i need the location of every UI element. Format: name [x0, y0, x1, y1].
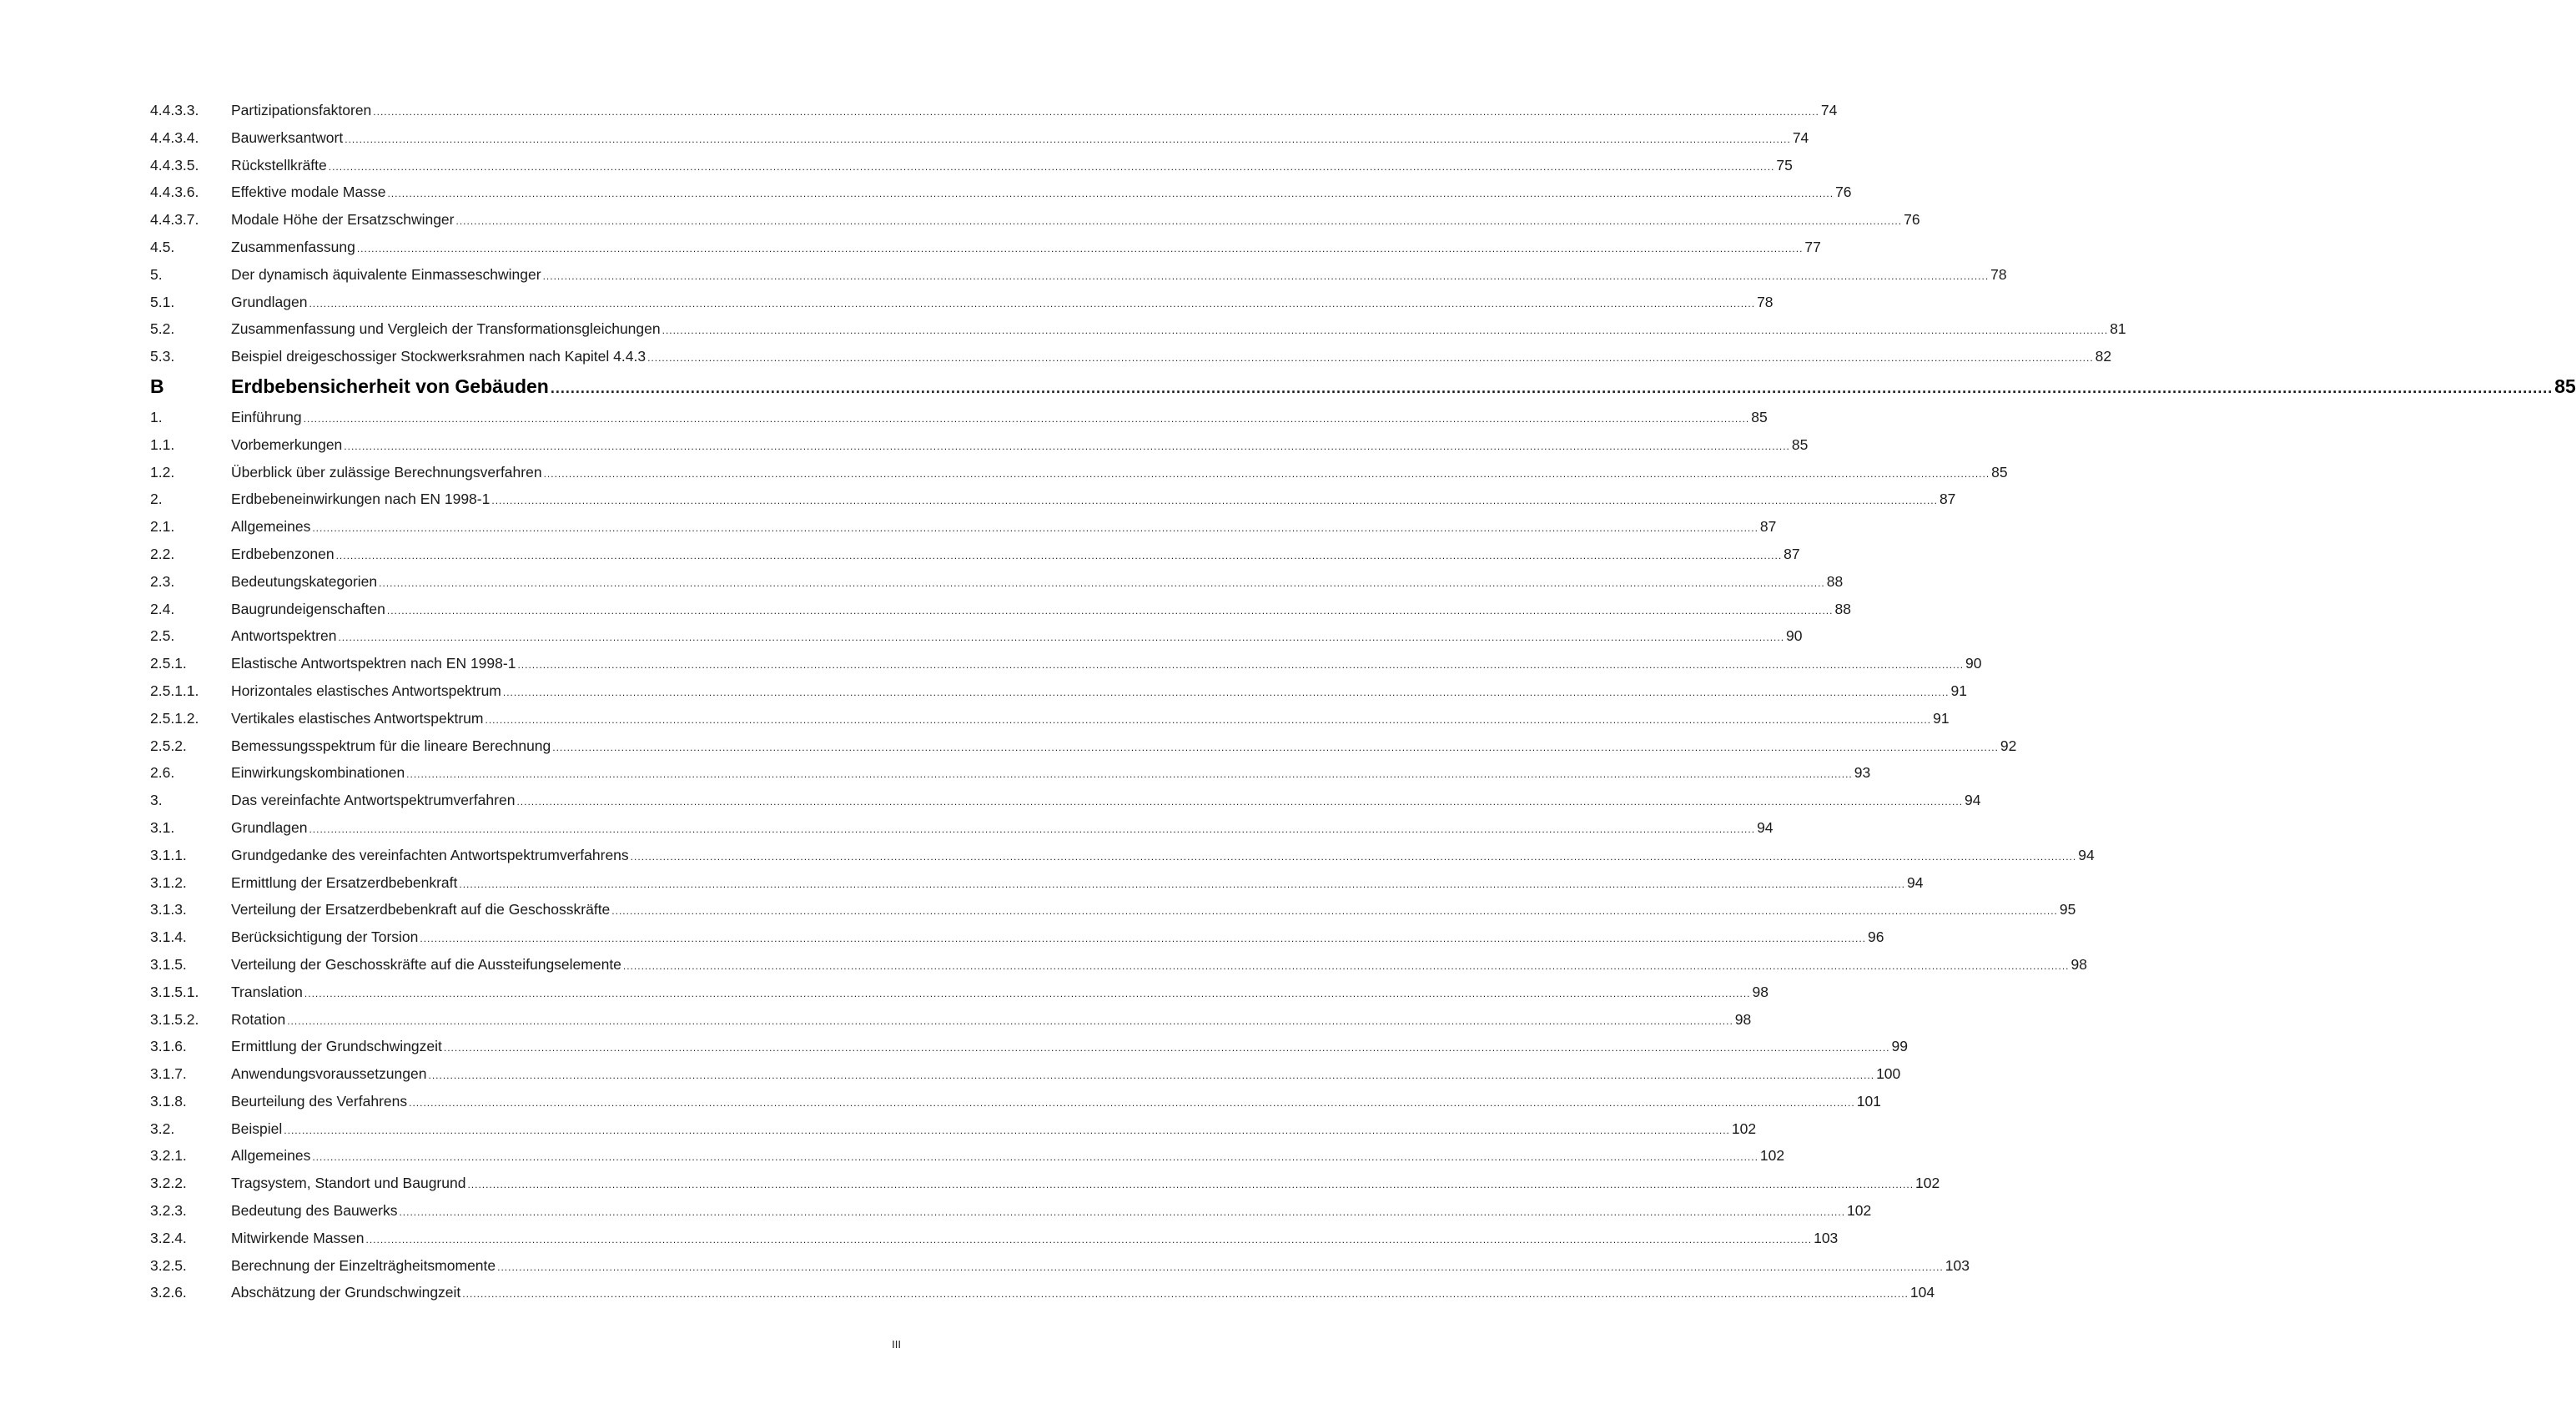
dot-leader: ................................................................................................................................................................................................................................................................................................................................................................................................................: [379, 576, 1825, 589]
dot-leader: ................................................................................................................................................................................................................................................................................................................................................................................................................: [485, 713, 1932, 726]
toc-entry-title: Erdbebenzonen: [231, 545, 335, 562]
toc-entry-page: 76: [1835, 184, 1852, 201]
toc-entry-number: 3.1.5.1.: [150, 983, 199, 1000]
toc-entry-title-line: [231, 1092, 1881, 1110]
toc-entry-title: Grundgedanke des vereinfachten Antwortspektrumverfahrens: [231, 846, 629, 863]
toc-entry-title-line: [231, 265, 2007, 284]
toc-entry-page: 100: [1876, 1065, 1901, 1083]
page-number: III: [892, 1338, 901, 1351]
dot-leader: ................................................................................................................................................................................................................................................................................................................................................................................................................: [502, 686, 1950, 698]
toc-entry[interactable]: [150, 348, 2112, 375]
toc-entry-title-line: [231, 348, 2112, 365]
toc-entry-title-line: [231, 600, 1851, 618]
toc-entry-page: 102: [1915, 1175, 1940, 1192]
toc-entry-page: 90: [1786, 627, 1803, 645]
dot-leader: ................................................................................................................................................................................................................................................................................................................................................................................................................: [497, 1261, 1944, 1273]
toc-entry-title-line: [231, 627, 1803, 645]
toc-entry-number: 2.5.1.1.: [150, 682, 199, 699]
toc-entry-page: 102: [1759, 1147, 1785, 1165]
toc-entry-number: 4.4.3.7.: [150, 211, 199, 229]
toc-entry[interactable]: [150, 737, 2017, 765]
toc-entry[interactable]: [150, 518, 1777, 546]
toc-entry-number: 3.2.3.: [150, 1202, 187, 1220]
toc-entry[interactable]: [150, 408, 1768, 436]
toc-entry-title-line: [231, 846, 2095, 864]
toc-entry-page: 98: [1734, 1010, 1752, 1028]
toc-entry-title-line: [231, 1256, 1970, 1275]
toc-entry-title: Bedeutung des Bauwerks: [231, 1202, 398, 1220]
dot-leader: ................................................................................................................................................................................................................................................................................................................................................................................................................: [622, 959, 2070, 972]
dot-leader: ................................................................................................................................................................................................................................................................................................................................................................................................................: [373, 106, 1819, 118]
toc-entry[interactable]: [150, 156, 1793, 184]
toc-entry-number: 2.2.: [150, 545, 175, 562]
toc-entry-number: 3.1.6.: [150, 1038, 187, 1055]
toc-entry[interactable]: [150, 600, 1851, 628]
toc-entry-number: 3.2.4.: [150, 1229, 187, 1246]
toc-entry-page: 74: [1792, 128, 1809, 146]
toc-entry-title-line: [231, 128, 1809, 147]
toc-entry-title-line: [231, 211, 1920, 229]
toc-entry-title: Überblick über zulässige Berechnungsverfahren: [231, 463, 542, 481]
toc-entry-number: 1.1.: [150, 435, 175, 453]
dot-leader: ................................................................................................................................................................................................................................................................................................................................................................................................................: [335, 549, 1783, 561]
toc-entry-number: 5.3.: [150, 348, 175, 365]
toc-entry-title-line: [231, 463, 2008, 481]
dot-leader: ................................................................................................................................................................................................................................................................................................................................................................................................................: [406, 768, 1853, 781]
toc-entry[interactable]: [150, 1120, 1757, 1148]
dot-leader: ................................................................................................................................................................................................................................................................................................................................................................................................................: [304, 987, 1751, 999]
toc-entry-number: 5.: [150, 265, 163, 283]
toc-entry-page: 94: [1757, 818, 1774, 836]
dot-leader: ................................................................................................................................................................................................................................................................................................................................................................................................................: [462, 1288, 1909, 1301]
toc-entry-page: 98: [2070, 955, 2087, 973]
toc-entry-page: 77: [1804, 238, 1821, 255]
toc-entry-page: 98: [1752, 983, 1768, 1000]
toc-entry-page: 91: [1933, 709, 1950, 727]
toc-entry-number: 3.2.2.: [150, 1175, 187, 1192]
toc-entry-number: 4.4.3.3.: [150, 102, 199, 118]
toc-entry[interactable]: [150, 320, 2126, 348]
toc-entry-page: 87: [1784, 545, 1800, 562]
toc-entry-title-line: [231, 764, 1871, 782]
toc-entry-title-line: [231, 655, 1982, 672]
dot-leader: ................................................................................................................................................................................................................................................................................................................................................................................................................: [312, 522, 1758, 535]
toc-entry-title: Verteilung der Geschosskräfte auf die Aussteifungselemente: [231, 955, 621, 973]
toc-entry-number: 3.1.4.: [150, 928, 187, 946]
table-of-contents: [150, 102, 2576, 1311]
toc-entry-number: 5.1.: [150, 293, 175, 310]
toc-entry-page: 88: [1834, 600, 1851, 617]
toc-entry-page: 94: [1965, 792, 1981, 809]
toc-entry[interactable]: [150, 1229, 1839, 1257]
toc-entry-title: Allgemeines: [231, 1147, 311, 1165]
toc-entry-page: 92: [2000, 737, 2017, 754]
toc-entry-title-line: [231, 156, 1793, 174]
toc-entry-title-line: [231, 408, 1768, 426]
toc-entry-title-line: [231, 1202, 1872, 1220]
dot-leader: ................................................................................................................................................................................................................................................................................................................................................................................................................: [345, 133, 1791, 145]
toc-entry-page: 88: [1826, 572, 1844, 590]
dot-leader: ................................................................................................................................................................................................................................................................................................................................................................................................................: [428, 1069, 1875, 1082]
toc-entry-page: 78: [1990, 265, 2007, 283]
dot-leader: ................................................................................................................................................................................................................................................................................................................................................................................................................: [284, 1124, 1730, 1136]
toc-entry[interactable]: [150, 792, 1981, 819]
toc-entry-title-line: [231, 320, 2126, 338]
dot-leader: ................................................................................................................................................................................................................................................................................................................................................................................................................: [630, 850, 2077, 863]
dot-leader: ................................................................................................................................................................................................................................................................................................................................................................................................................: [662, 325, 2109, 337]
toc-entry[interactable]: [150, 435, 1809, 464]
dot-leader: ................................................................................................................................................................................................................................................................................................................................................................................................................: [516, 796, 1964, 808]
toc-entry-title-line: [231, 792, 1981, 809]
toc-entry-number: 1.: [150, 408, 163, 425]
toc-entry[interactable]: [150, 102, 1838, 129]
toc-entry-number: 3.1.7.: [150, 1065, 187, 1083]
toc-chapter-entry[interactable]: [150, 375, 2576, 409]
toc-entry-title: Erdbebeneinwirkungen nach EN 1998-1: [231, 491, 491, 508]
toc-entry[interactable]: [150, 463, 2008, 491]
toc-entry-title: Anwendungsvoraussetzungen: [231, 1065, 427, 1083]
toc-entry-title-line: [231, 1038, 1908, 1055]
toc-entry-title: Grundlagen: [231, 293, 308, 310]
toc-entry-page: 95: [2059, 901, 2076, 918]
toc-entry-number: 2.3.: [150, 572, 175, 590]
toc-entry-number: 3.1.2.: [150, 873, 187, 891]
toc-entry-title-line: [231, 928, 1884, 946]
toc-entry-title-line: [231, 1284, 1935, 1301]
toc-entry-title: Grundlagen: [231, 818, 308, 836]
toc-entry-title: Allgemeines: [231, 518, 311, 536]
toc-entry[interactable]: [150, 128, 1809, 157]
toc-entry-title: Zusammenfassung und Vergleich der Transformationsgleichungen: [231, 320, 661, 338]
toc-entry-title-line: [231, 737, 2017, 755]
toc-entry-title: Verteilung der Ersatzerdbebenkraft auf die Geschosskräfte: [231, 901, 611, 918]
toc-entry-number: 3.2.6.: [150, 1284, 187, 1301]
dot-leader: ................................................................................................................................................................................................................................................................................................................................................................................................................: [467, 1179, 1914, 1191]
toc-entry-page: 103: [1945, 1256, 1970, 1274]
toc-entry-number: 3.2.1.: [150, 1147, 187, 1165]
dot-leader: ................................................................................................................................................................................................................................................................................................................................................................................................................: [647, 352, 2094, 365]
toc-entry[interactable]: [150, 184, 1852, 211]
dot-leader: ................................................................................................................................................................................................................................................................................................................................................................................................................: [303, 412, 1750, 425]
toc-entry-title: Bauwerksantwort: [231, 128, 344, 146]
toc-entry-number: 4.4.3.4.: [150, 128, 199, 146]
toc-entry[interactable]: [150, 1202, 1872, 1230]
toc-entry-title: Abschätzung der Grundschwingzeit: [231, 1284, 461, 1301]
toc-entry[interactable]: [150, 818, 1774, 847]
dot-leader: ................................................................................................................................................................................................................................................................................................................................................................................................................: [399, 1206, 1846, 1219]
toc-entry-page: 85: [1991, 463, 2008, 481]
dot-leader: ................................................................................................................................................................................................................................................................................................................................................................................................................: [552, 741, 1999, 753]
toc-entry-title-line: [231, 682, 1967, 700]
toc-entry-number: 2.5.1.2.: [150, 709, 199, 727]
toc-entry[interactable]: [150, 265, 2007, 294]
toc-entry-title: Beispiel dreigeschossiger Stockwerksrahmen nach Kapitel 4.4.3: [231, 348, 647, 365]
toc-entry-number: 3.2.: [150, 1120, 175, 1137]
toc-entry-page: 85: [2554, 375, 2576, 397]
toc-entry-title: Elastische Antwortspektren nach EN 1998-1: [231, 655, 516, 672]
dot-leader: ................................................................................................................................................................................................................................................................................................................................................................................................................: [543, 467, 1990, 480]
toc-entry[interactable]: [150, 1284, 1935, 1311]
toc-entry-title: Berechnung der Einzelträgheitsmomente: [231, 1256, 496, 1274]
toc-entry-title-line: [231, 955, 2087, 974]
dot-leader: ................................................................................................................................................................................................................................................................................................................................................................................................................: [309, 823, 1756, 835]
toc-entry-number: 4.5.: [150, 238, 175, 255]
toc-entry[interactable]: [150, 1010, 1752, 1039]
toc-entry-number: 3.1.5.: [150, 955, 187, 973]
toc-entry-title-line: [231, 102, 1838, 119]
toc-entry-title: Berücksichtigung der Torsion: [231, 928, 419, 946]
toc-entry-title: Der dynamisch äquivalente Einmasseschwinger: [231, 265, 541, 283]
toc-entry[interactable]: [150, 572, 1844, 601]
toc-entry-page: 101: [1856, 1092, 1881, 1110]
toc-entry-page: 104: [1909, 1284, 1935, 1301]
toc-entry[interactable]: [150, 983, 1768, 1011]
dot-leader: ................................................................................................................................................................................................................................................................................................................................................................................................................: [409, 1096, 1855, 1109]
toc-entry[interactable]: [150, 682, 1967, 710]
toc-entry[interactable]: [150, 955, 2087, 984]
toc-entry-number: 3.1.3.: [150, 901, 187, 918]
toc-entry-title-line: [231, 1229, 1839, 1247]
dot-leader: ................................................................................................................................................................................................................................................................................................................................................................................................................: [328, 160, 1775, 173]
toc-entry-title: Horizontales elastisches Antwortspektrum: [231, 682, 501, 699]
toc-entry-title: Antwortspektren: [231, 627, 337, 645]
toc-entry-title-line: [231, 1120, 1757, 1138]
toc-entry-number: 3.1.: [150, 818, 175, 836]
toc-entry-page: 82: [2095, 348, 2112, 365]
toc-entry-title: Erdbebensicherheit von Gebäuden: [231, 375, 549, 397]
toc-entry-number: 2.5.2.: [150, 737, 187, 754]
dot-leader: ................................................................................................................................................................................................................................................................................................................................................................................................................: [517, 659, 1965, 672]
toc-entry[interactable]: [150, 873, 1924, 902]
toc-entry-page: 81: [2110, 320, 2126, 338]
toc-entry[interactable]: [150, 238, 1821, 266]
toc-entry-number: 2.5.1.: [150, 655, 187, 672]
toc-entry-title: Das vereinfachte Antwortspektrumverfahren: [231, 792, 516, 809]
toc-entry-title: Ermittlung der Ersatzerdbebenkraft: [231, 873, 458, 891]
toc-entry[interactable]: [150, 211, 1920, 239]
dot-leader: ................................................................................................................................................................................................................................................................................................................................................................................................................: [455, 215, 1903, 228]
dot-leader: ................................................................................................................................................................................................................................................................................................................................................................................................................: [459, 878, 1905, 890]
toc-entry[interactable]: [150, 293, 1774, 321]
toc-entry[interactable]: [150, 846, 2095, 874]
toc-entry-title: Partizipationsfaktoren: [231, 102, 372, 118]
toc-entry[interactable]: [150, 1175, 1940, 1202]
toc-entry[interactable]: [150, 928, 1884, 956]
toc-entry-title-line: [231, 545, 1800, 563]
toc-entry-title-line: [231, 518, 1777, 536]
toc-entry[interactable]: [150, 1147, 1785, 1175]
toc-entry-page: 93: [1854, 764, 1871, 782]
toc-entry-title: Vertikales elastisches Antwortspektrum: [231, 709, 484, 727]
toc-entry-number: 3.2.5.: [150, 1256, 187, 1274]
toc-entry-title: Bemessungsspektrum für die lineare Berechnung: [231, 737, 551, 754]
toc-entry-title-line: [231, 901, 2076, 918]
toc-entry-title: Baugrundeigenschaften: [231, 600, 385, 617]
toc-entry-page: 85: [1751, 408, 1768, 425]
toc-entry-title-line: [231, 983, 1768, 1001]
toc-entry-number: 2.1.: [150, 518, 175, 536]
toc-entry-title: Modale Höhe der Ersatzschwinger: [231, 211, 455, 229]
dot-leader: ................................................................................................................................................................................................................................................................................................................................................................................................................: [356, 242, 1804, 254]
toc-entry-title-line: [231, 238, 1821, 256]
dot-leader: ................................................................................................................................................................................................................................................................................................................................................................................................................: [420, 933, 1866, 945]
toc-entry-page: 87: [1759, 518, 1777, 536]
toc-entry-title-line: [231, 1010, 1752, 1029]
toc-entry-title-line: [231, 435, 1809, 454]
toc-entry[interactable]: [150, 545, 1800, 573]
toc-entry-title: Tragsystem, Standort und Baugrund: [231, 1175, 466, 1192]
toc-entry-number: 3.: [150, 792, 163, 809]
toc-entry-page: 94: [2078, 846, 2095, 863]
toc-entry-title: Translation: [231, 983, 303, 1000]
dot-leader: ................................................................................................................................................................................................................................................................................................................................................................................................................: [491, 495, 1938, 507]
toc-entry-page: 102: [1847, 1202, 1872, 1220]
toc-entry-title-line: [231, 818, 1774, 837]
dot-leader: ................................................................................................................................................................................................................................................................................................................................................................................................................: [338, 632, 1785, 644]
toc-entry-title: Einwirkungskombinationen: [231, 764, 405, 782]
toc-entry-number: 4.4.3.6.: [150, 184, 199, 201]
toc-entry-number: B: [150, 375, 164, 397]
toc-entry-number: 4.4.3.5.: [150, 156, 199, 174]
toc-entry-title-line: [231, 572, 1844, 591]
toc-entry-title: Mitwirkende Massen: [231, 1229, 365, 1246]
toc-entry-title: Ermittlung der Grundschwingzeit: [231, 1038, 442, 1055]
dot-leader: ................................................................................................................................................................................................................................................................................................................................................................................................................: [387, 188, 1834, 200]
toc-entry-number: 3.1.1.: [150, 846, 187, 863]
toc-entry-title-line: [231, 1175, 1940, 1192]
toc-entry-title: Beispiel: [231, 1120, 283, 1137]
dot-leader: ................................................................................................................................................................................................................................................................................................................................................................................................................: [542, 269, 1990, 282]
toc-entry[interactable]: [150, 1038, 1908, 1065]
toc-entry-title-line: [231, 184, 1852, 201]
toc-entry-page: 90: [1965, 655, 1982, 672]
toc-entry-title: Zusammenfassung: [231, 238, 355, 255]
toc-entry-page: 96: [1867, 928, 1884, 946]
toc-entry[interactable]: [150, 1256, 1970, 1285]
toc-entry[interactable]: [150, 1092, 1881, 1120]
toc-entry[interactable]: [150, 627, 1803, 655]
toc-entry-title: Beurteilung des Verfahrens: [231, 1092, 408, 1110]
toc-entry-title: Effektive modale Masse: [231, 184, 386, 201]
toc-entry-page: 74: [1820, 102, 1838, 118]
toc-entry[interactable]: [150, 709, 1950, 737]
toc-entry-number: 2.5.: [150, 627, 175, 645]
toc-entry[interactable]: [150, 1065, 1901, 1093]
dot-leader: ................................................................................................................................................................................................................................................................................................................................................................................................................: [309, 297, 1756, 309]
dot-leader: ................................................................................................................................................................................................................................................................................................................................................................................................................: [550, 379, 2553, 396]
toc-entry-title: Rotation: [231, 1010, 286, 1028]
toc-entry-page: 75: [1776, 156, 1793, 174]
toc-entry-number: 2.4.: [150, 600, 175, 617]
toc-entry-title: Vorbemerkungen: [231, 435, 343, 453]
dot-leader: ................................................................................................................................................................................................................................................................................................................................................................................................................: [365, 1233, 1813, 1245]
toc-entry-title-line: [231, 491, 1956, 508]
toc-entry-page: 85: [1791, 435, 1809, 453]
toc-entry-page: 91: [1950, 682, 1967, 699]
toc-entry-title-line: [231, 1147, 1785, 1165]
toc-entry-page: 99: [1891, 1038, 1908, 1055]
toc-entry-title: Rückstellkräfte: [231, 156, 327, 174]
toc-entry-page: 94: [1906, 873, 1924, 891]
toc-entry-title: Bedeutungskategorien: [231, 572, 378, 590]
toc-entry-title-line: [231, 873, 1924, 892]
toc-entry-page: 76: [1904, 211, 1920, 229]
toc-entry[interactable]: [150, 764, 1871, 792]
toc-entry-title: Einführung: [231, 408, 302, 425]
dot-leader: ................................................................................................................................................................................................................................................................................................................................................................................................................: [611, 905, 2058, 918]
toc-entry-number: 3.1.5.2.: [150, 1010, 199, 1028]
toc-entry-page: 103: [1814, 1229, 1839, 1246]
toc-entry-number: 5.2.: [150, 320, 175, 338]
dot-leader: ................................................................................................................................................................................................................................................................................................................................................................................................................: [386, 604, 1834, 616]
toc-entry-title-line: [231, 709, 1950, 727]
toc-entry[interactable]: [150, 655, 1982, 682]
toc-entry-title-line: [231, 375, 2576, 398]
toc-entry-number: 1.2.: [150, 463, 175, 481]
toc-entry-title-line: [231, 293, 1774, 311]
dot-leader: ................................................................................................................................................................................................................................................................................................................................................................................................................: [443, 1042, 1890, 1054]
toc-entry-number: 2.6.: [150, 764, 175, 782]
dot-leader: ................................................................................................................................................................................................................................................................................................................................................................................................................: [344, 440, 1790, 452]
toc-entry-title-line: [231, 1065, 1901, 1083]
toc-entry[interactable]: [150, 491, 1956, 518]
toc-entry-number: 2.: [150, 491, 163, 508]
toc-entry-page: 78: [1757, 293, 1774, 310]
toc-entry-page: 87: [1939, 491, 1956, 508]
toc-entry-page: 102: [1731, 1120, 1757, 1137]
toc-entry-number: 3.1.8.: [150, 1092, 187, 1110]
dot-leader: ................................................................................................................................................................................................................................................................................................................................................................................................................: [287, 1014, 1733, 1027]
toc-entry[interactable]: [150, 901, 2076, 928]
dot-leader: ................................................................................................................................................................................................................................................................................................................................................................................................................: [312, 1151, 1758, 1164]
